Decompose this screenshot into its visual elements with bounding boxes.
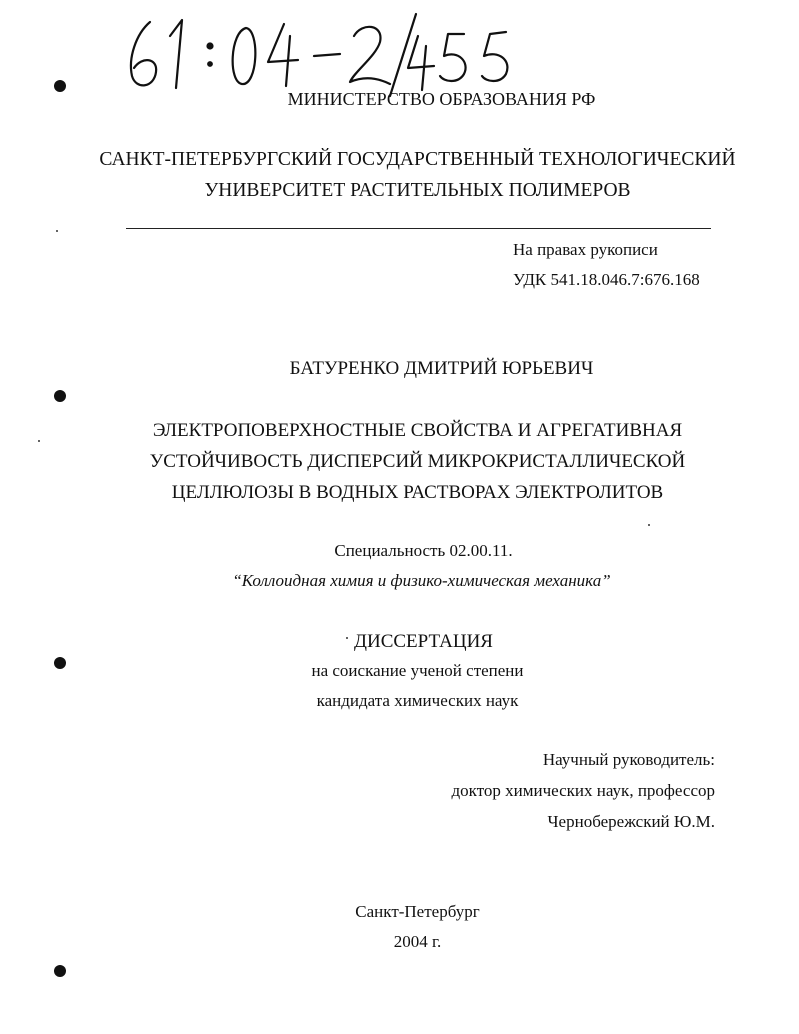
thesis-title-line-2: УСТОЙЧИВОСТЬ ДИСПЕРСИЙ МИКРОКРИСТАЛЛИЧЕСКОЙ	[149, 451, 686, 472]
year: 2004 г.	[393, 932, 442, 951]
manuscript-rights-note: На правах рукописи	[513, 240, 658, 259]
degree-line-1: на соискание ученой степени	[311, 661, 524, 680]
supervisor-degree: доктор химических наук, профессор	[451, 781, 715, 800]
dissertation-label: ДИССЕРТАЦИЯ	[354, 631, 493, 652]
specialty-code: Специальность 02.00.11.	[334, 541, 513, 560]
scan-speck	[648, 524, 650, 526]
author-name: БАТУРЕНКО ДМИТРИЙ ЮРЬЕВИЧ	[289, 358, 594, 379]
thesis-title-line-3: ЦЕЛЛЮЛОЗЫ В ВОДНЫХ РАСТВОРАХ ЭЛЕКТРОЛИТОВ	[171, 482, 664, 503]
handwritten-archive-code	[118, 6, 518, 102]
city: Санкт-Петербург	[355, 902, 480, 921]
supervisor-label: Научный руководитель:	[542, 750, 715, 769]
handwritten-code-drawing	[118, 6, 518, 102]
degree-line-2: кандидата химических наук	[316, 691, 519, 710]
udk-code: УДК 541.18.046.7:676.168	[513, 270, 700, 289]
ministry-heading: МИНИСТЕРСТВО ОБРАЗОВАНИЯ РФ	[287, 89, 596, 109]
punch-hole-mark	[54, 965, 66, 977]
header-divider	[126, 228, 711, 229]
scan-speck	[56, 230, 58, 232]
specialty-name: “Коллоидная химия и физико-химическая механика”	[232, 571, 611, 590]
thesis-title-line-1: ЭЛЕКТРОПОВЕРХНОСТНЫЕ СВОЙСТВА И АГРЕГАТИВНАЯ	[152, 420, 683, 441]
university-name-line-1: САНКТ-ПЕТЕРБУРГСКИЙ ГОСУДАРСТВЕННЫЙ ТЕХНОЛОГИЧЕСКИЙ	[99, 149, 736, 170]
punch-hole-mark	[54, 390, 66, 402]
university-name-line-2: УНИВЕРСИТЕТ РАСТИТЕЛЬНЫХ ПОЛИМЕРОВ	[204, 180, 631, 201]
supervisor-name: Чернобережский Ю.М.	[547, 812, 715, 831]
